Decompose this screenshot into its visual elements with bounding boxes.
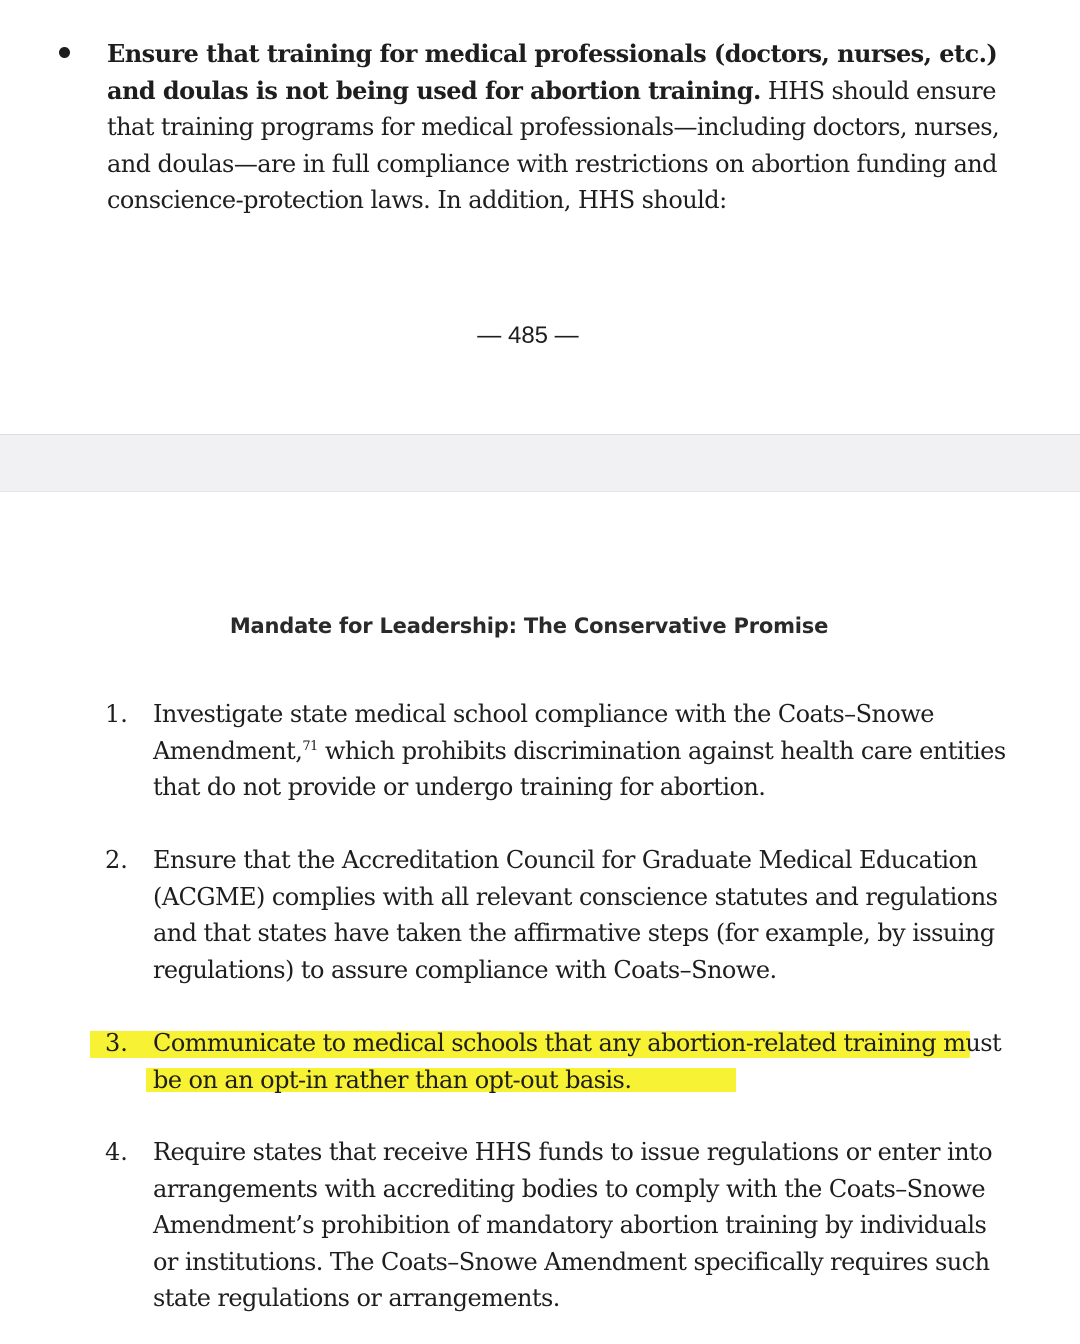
page-separator [0, 434, 1080, 492]
list-item-text-start: Investigate state medical school compliance with the Coats–Snowe Amendment, [153, 700, 934, 765]
list-item-text: Ensure that the Accreditation Council for Graduate Medical Education (ACGME) complies with all relevant conscience statutes and regulations and that states have taken the affirmative steps (for example, by issuing regulations) to assure compliance with Coats–Snowe. [153, 846, 998, 984]
document-page-top [0, 0, 1080, 434]
list-item-text-end: which prohibits discrimination against health care entities that do not provide or undergo training for abortion. [153, 736, 1006, 802]
list-item-text: Communicate to medical schools that any abortion-related training must be on an opt-in rather than opt-out basis. [153, 1029, 1002, 1094]
list-item-text: Require states that receive HHS funds to issue regulations or enter into arrangements with accrediting bodies to comply with the Coats–Snowe Amendment’s prohibition of mandatory abortion training by individuals or institutions. The Coats–Snowe Amendment specifically requires such state regulations or arrangements. [153, 1138, 993, 1313]
bullet-bold-lead: Ensure that training for medical professionals (doctors, nurses, etc.) and doulas is not being used for abortion training. [107, 39, 998, 105]
list-item-number: 1. [105, 700, 128, 728]
page-number: — 485 — [477, 322, 579, 349]
footnote-reference[interactable]: 71 [302, 738, 318, 754]
running-header: Mandate for Leadership: The Conservative Promise [229, 614, 829, 638]
bullet-marker [59, 47, 70, 58]
list-item-number: 3. [105, 1029, 128, 1057]
bullet-paragraph [107, 36, 1012, 219]
list-item-number: 4. [105, 1138, 128, 1166]
list-item-text [153, 696, 1013, 806]
bullet-body-text: HHS should ensure that training programs for medical professionals—including doctors, nurses, and doulas—are in full compliance with restrictions on abortion funding and conscience-protection laws. In addition, HHS should: [107, 76, 1000, 215]
list-item-number: 2. [105, 846, 128, 874]
